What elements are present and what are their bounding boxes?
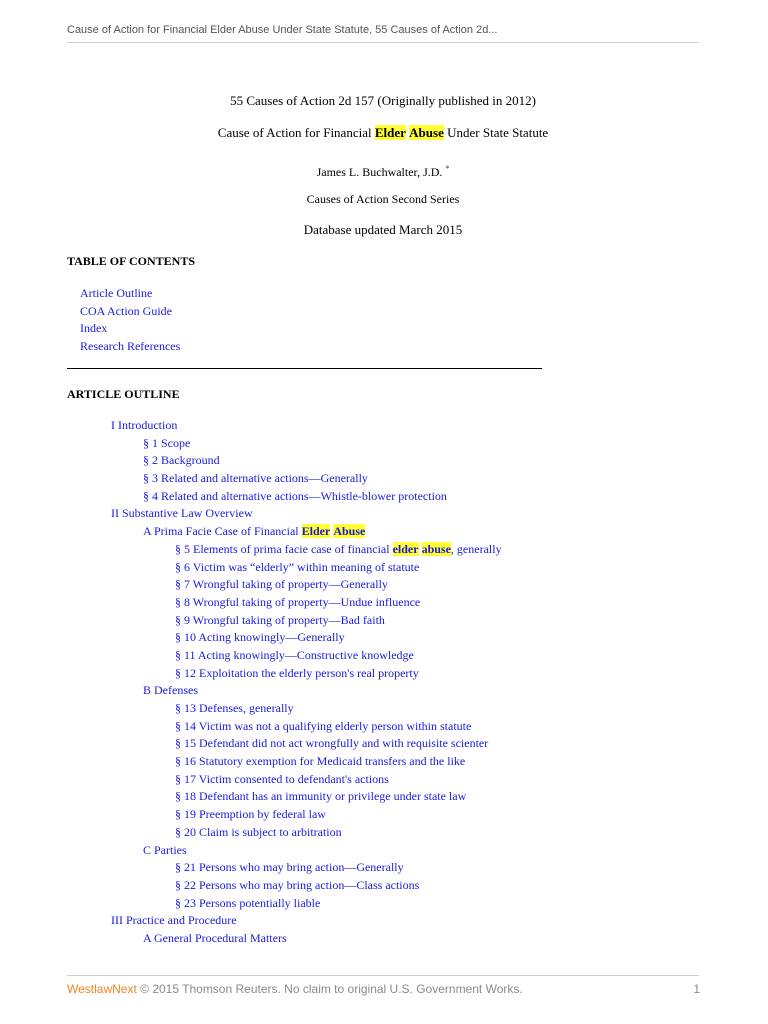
highlighted-term: Abuse [333, 524, 366, 539]
page-number: 1 [693, 982, 700, 996]
logo-word: Westlaw [67, 982, 113, 996]
title-part: Under State Statute [443, 125, 549, 140]
outline-item[interactable]: II Substantive Law Overview [111, 506, 253, 521]
outline-item[interactable]: § 18 Defendant has an immunity or privilege under state law [175, 789, 467, 804]
highlighted-term: Abuse [409, 125, 444, 140]
toc-link[interactable]: Article Outline [80, 286, 153, 300]
outline-item[interactable]: § 1 Scope [143, 435, 191, 450]
outline-text: § 5 Elements of prima facie case of financial [175, 541, 393, 556]
footer-copyright [67, 982, 523, 996]
outline-item[interactable]: § 13 Defenses, generally [175, 701, 294, 715]
title-part: Cause of Action for Financial [217, 125, 375, 140]
outline-item[interactable]: § 8 Wrongful taking of property—Undue influence [175, 594, 421, 609]
outline-item[interactable]: § 11 Acting knowingly—Constructive knowledge [175, 647, 414, 662]
highlighted-term: Elder [374, 125, 406, 140]
author-name: James L. Buchwalter, J.D. [316, 165, 443, 179]
toc-link[interactable]: Research References [80, 339, 181, 354]
citation: 55 Causes of Action 2d 157 (Originally published in 2012) [230, 93, 536, 108]
series-name: Causes of Action Second Series [306, 192, 460, 206]
outline-item[interactable]: B Defenses [143, 683, 198, 698]
outline-item[interactable] [0, 541, 768, 559]
outline-item[interactable]: § 10 Acting knowingly—Generally [175, 630, 345, 645]
outline-item[interactable]: I Introduction [111, 418, 178, 432]
highlighted-term: Elder [301, 524, 331, 539]
toc-heading: TABLE OF CONTENTS [67, 254, 196, 268]
westlaw-logo [67, 982, 137, 996]
outline-item[interactable]: § 17 Victim consented to defendant's actions [175, 771, 389, 786]
toc-link[interactable]: COA Action Guide [80, 303, 172, 318]
outline-item[interactable]: § 7 Wrongful taking of property—Generally [175, 577, 388, 592]
outline-item[interactable]: § 2 Background [143, 453, 220, 468]
outline-item[interactable]: § 12 Exploitation the elderly person's real property [175, 665, 419, 680]
outline-item[interactable]: § 16 Statutory exemption for Medicaid transfers and the like [175, 754, 466, 769]
outline-item[interactable] [0, 523, 768, 541]
outline-item[interactable]: III Practice and Procedure [111, 913, 237, 928]
header-divider [67, 42, 699, 43]
outline-item[interactable]: § 20 Claim is subject to arbitration [175, 824, 342, 839]
highlighted-term: abuse [421, 541, 451, 556]
outline-item[interactable]: § 23 Persons potentially liable [175, 895, 321, 910]
author [67, 164, 699, 180]
outline-text: A Prima Facie Case of Financial [143, 524, 302, 539]
author-footnote-link[interactable]: * [445, 164, 450, 173]
outline-text: , generally [450, 541, 502, 556]
highlighted-term: elder [392, 541, 419, 556]
outline-item[interactable]: § 4 Related and alternative actions—Whistle-blower protection [143, 488, 447, 503]
document-title [67, 125, 699, 141]
outline-item[interactable]: § 15 Defendant did not act wrongfully and with requisite scienter [175, 736, 489, 751]
outline-item[interactable]: § 19 Preemption by federal law [175, 807, 326, 822]
outline-item[interactable]: § 9 Wrongful taking of property—Bad faith [175, 612, 385, 627]
article-outline [0, 417, 768, 948]
logo-word: Next [112, 982, 137, 996]
article-outline-heading: ARTICLE OUTLINE [67, 387, 180, 401]
copyright-text: © 2015 Thomson Reuters. No claim to original U.S. Government Works. [136, 982, 523, 996]
database-updated: Database updated March 2015 [303, 222, 463, 237]
outline-item[interactable]: § 21 Persons who may bring action—Generally [175, 860, 404, 875]
outline-item[interactable]: § 22 Persons who may bring action—Class actions [175, 877, 420, 892]
outline-item[interactable]: § 3 Related and alternative actions—Generally [143, 471, 368, 486]
toc-links [80, 285, 180, 356]
running-header: Cause of Action for Financial Elder Abuse Under State Statute, 55 Causes of Action 2d... [67, 24, 498, 36]
footer-divider [67, 975, 699, 976]
outline-item[interactable]: C Parties [143, 842, 187, 857]
section-divider [67, 368, 542, 369]
toc-link[interactable]: Index [80, 321, 108, 336]
outline-item[interactable]: § 14 Victim was not a qualifying elderly person within statute [175, 718, 472, 733]
outline-item[interactable]: A General Procedural Matters [143, 930, 287, 945]
outline-item[interactable]: § 6 Victim was “elderly” within meaning of statute [175, 559, 420, 574]
